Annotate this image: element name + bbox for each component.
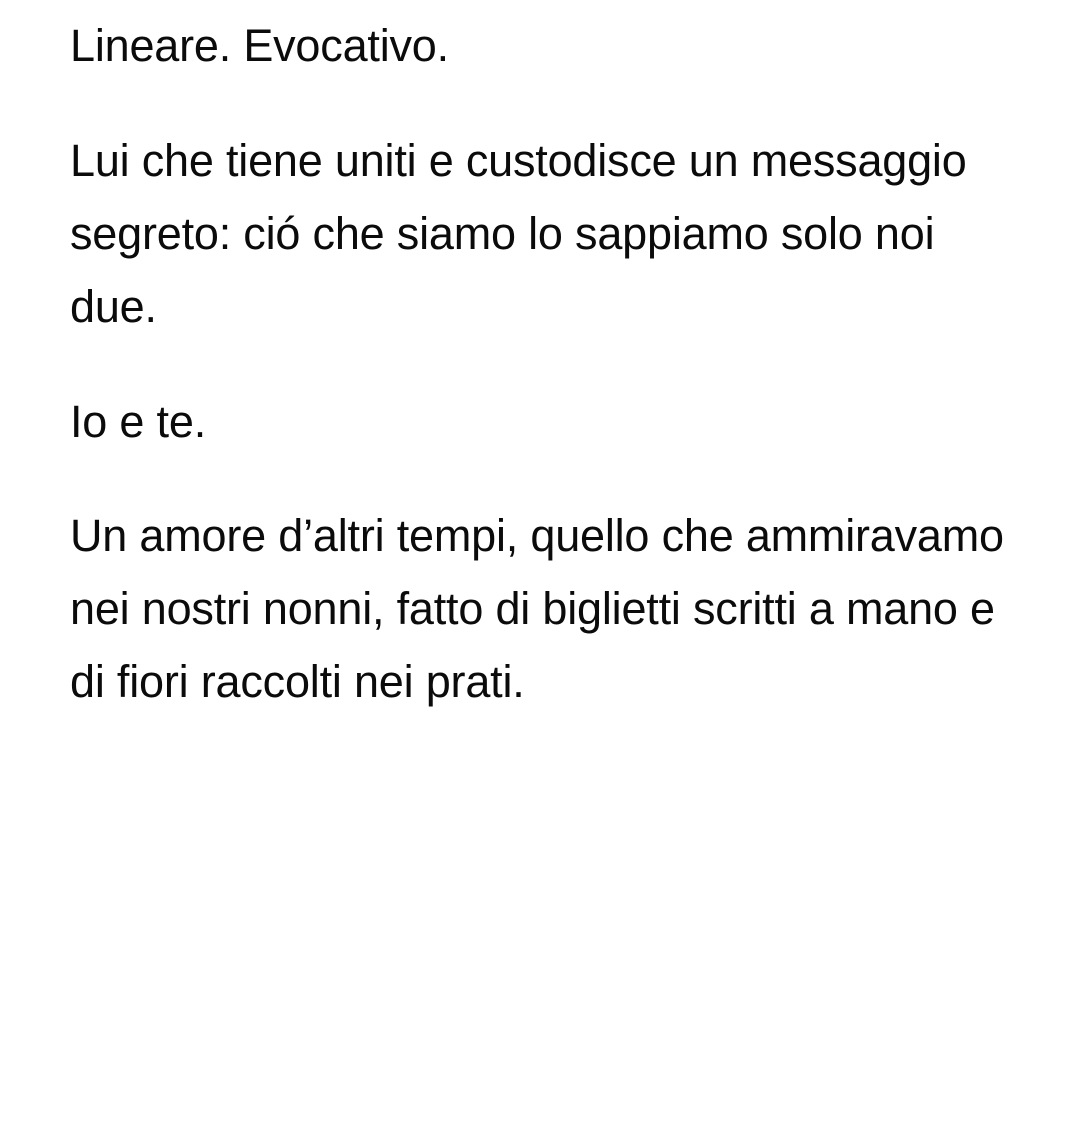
paragraph: Io e te. <box>70 395 206 447</box>
paragraph: Un amore d’altri tempi, quello che ammiravamo nei nostri nonni, fatto di biglietti scritti a mano e di fiori raccolti nei prati. <box>70 510 1004 708</box>
paragraph: Lineare. Evocativo. <box>70 20 449 71</box>
paragraph: Lui che tiene uniti e custodisce un messaggio segreto: ció che siamo lo sappiamo solo noi due. <box>70 134 967 332</box>
